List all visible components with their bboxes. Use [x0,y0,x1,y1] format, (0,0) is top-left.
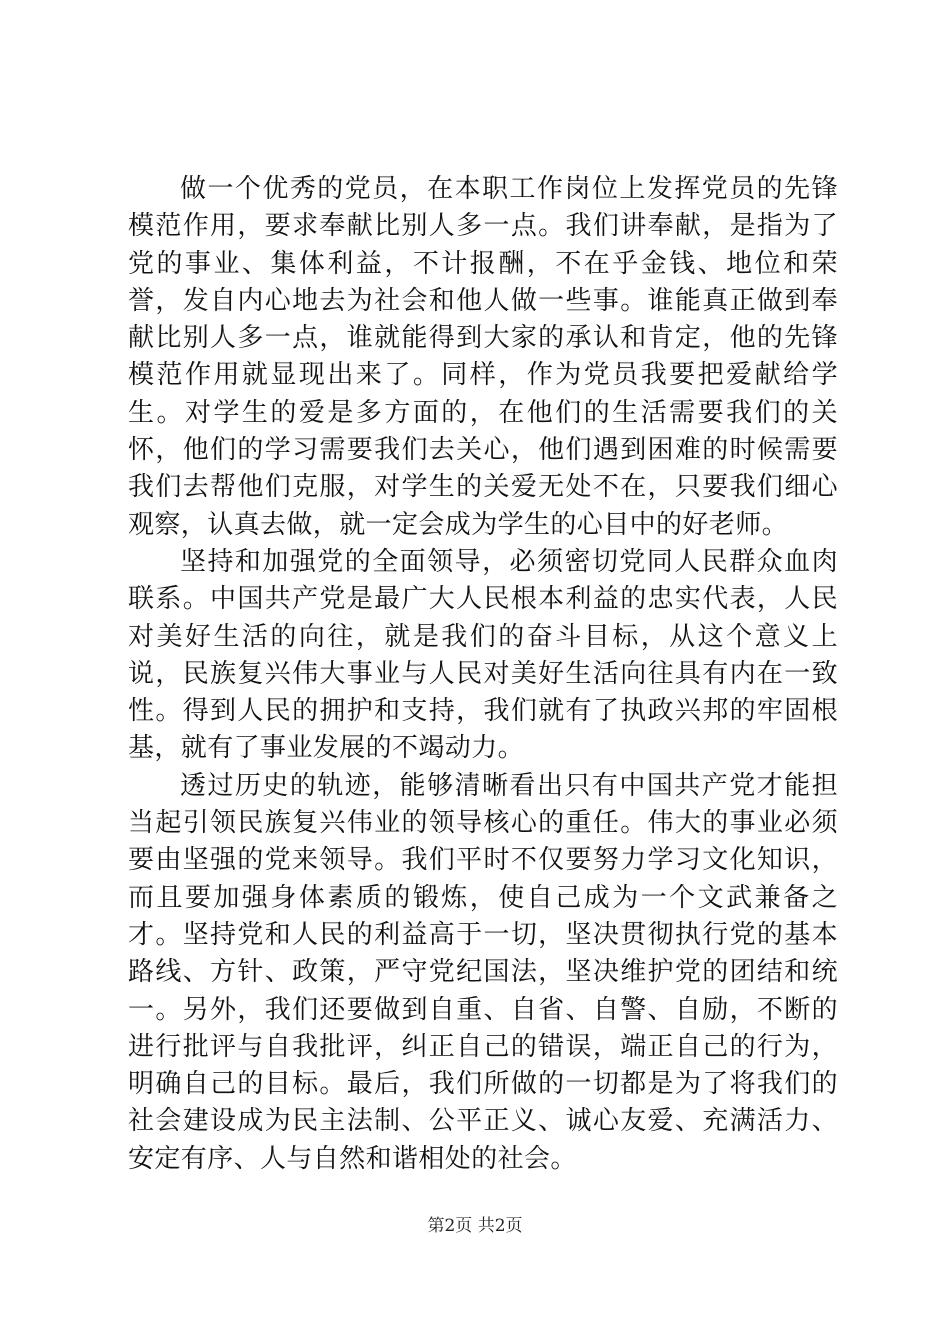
paragraph-3: 透过历史的轨迹，能够清晰看出只有中国共产党才能担当起引领民族复兴伟业的领导核心的重任。伟大的事业必须要由坚强的党来领导。我们平时不仅要努力学习文化知识，而且要加强身体素质的锻炼，使自己成为一个文武兼备之才。坚持党和人民的利益高于一切，坚决贯彻执行党的基本路线、方针、政策，严守党纪国法，坚决维护党的团结和统一。另外，我们还要做到自重、自省、自警、自励，不断的进行批评与自我批评，纠正自己的错误，端正自己的行为，明确自己的目标。最后，我们所做的一切都是为了将我们的社会建设成为民主法制、公平正义、诚心友爱、充满活力、安定有序、人与自然和谐相处的社会。 [128,770,838,1174]
page-footer: 第2页 共2页 [427,1216,523,1236]
paragraph-1: 做一个优秀的党员，在本职工作岗位上发挥党员的先锋模范作用，要求奉献比别人多一点。我们讲奉献，是指为了党的事业、集体利益，不计报酬，不在乎金钱、地位和荣誉，发自内心地去为社会和他人做一些事。谁能真正做到奉献比别人多一点，谁就能得到大家的承认和肯定，他的先锋模范作用就显现出来了。同样，作为党员我要把爱献给学生。对学生的爱是多方面的，在他们的生活需要我们的关怀，他们的学习需要我们去关心，他们遇到困难的时候需要我们去帮他们克服，对学生的关爱无处不在，只要我们细心观察，认真去做，就一定会成为学生的心目中的好老师。 [128,174,838,540]
paragraph-2: 坚持和加强党的全面领导，必须密切党同人民群众血肉联系。中国共产党是最广大人民根本利益的忠实代表，人民对美好生活的向往，就是我们的奋斗目标，从这个意义上说，民族复兴伟大事业与人民对美好生活向往具有内在一致性。得到人民的拥护和支持，我们就有了执政兴邦的牢固根基，就有了事业发展的不竭动力。 [128,546,838,764]
document-body [128,171,838,1178]
